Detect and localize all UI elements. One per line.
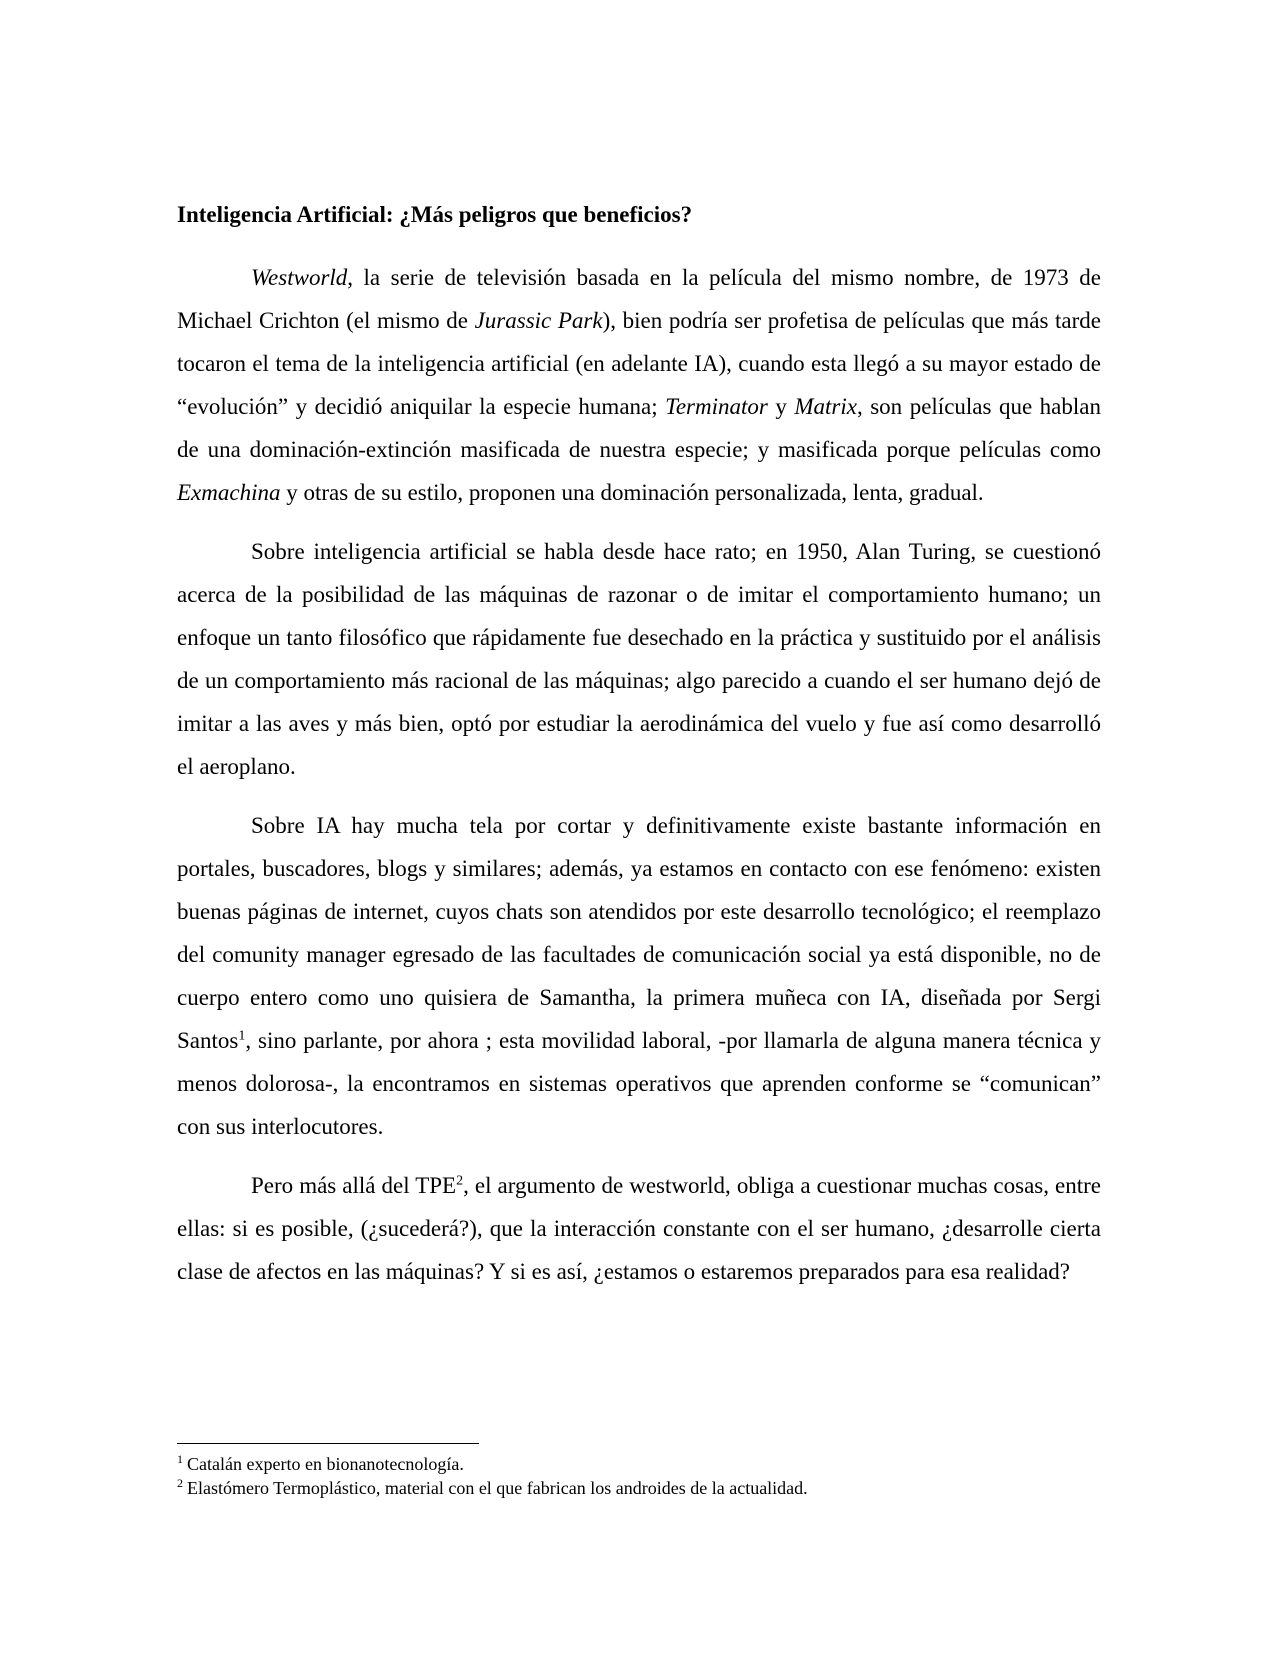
paragraph-3: Sobre IA hay mucha tela por cortar y definitivamente existe bastante información en portales, buscadores, blogs y similares; además, ya estamos en contacto con ese fenómeno: existen buenas páginas de internet, cuyos chats son atendidos por este desarrollo tecnológico; el reemplazo del comunity manager egresado de las facultades de comunicación social ya está disponible, no de cuerpo entero como uno quisiera de Samantha, la primera muñeca con IA, diseñada por Sergi Santos$^1$, sino parlante, por ahora ; esta movilidad laboral, -por llamarla de alguna manera técnica y menos dolorosa-, la encontramos en sistemas operativos que aprenden conforme se “comunican” con sus interlocutores.	[177, 813, 1101, 1139]
footnote-1	[177, 1452, 1101, 1476]
document-title: Inteligencia Artificial: ¿Más peligros que beneficios?	[177, 202, 693, 227]
paragraph-2: Sobre inteligencia artificial se habla desde hace rato; en 1950, Alan Turing, se cuestionó acerca de la posibilidad de las máquinas de razonar o de imitar el comportamiento humano; un enfoque un tanto filosófico que rápidamente fue desechado en la práctica y sustituido por el análisis de un comportamiento más racional de las máquinas; algo parecido a cuando el ser humano dejó de imitar a las aves y más bien, optó por estudiar la aerodinámica del vuelo y fue así como desarrolló el aeroplano.	[177, 539, 1101, 779]
footnote-text: Catalán experto en bionanotecnología.	[187, 1454, 464, 1474]
italic-terminator: Terminator	[665, 394, 768, 419]
paragraph-1: Westworld, la serie de televisión basada en la película del mismo nombre, de 1973 de Michael Crichton (el mismo de Jurassic Park), bien podría ser profetisa de películas que más tarde tocaron el tema de la inteligencia artificial (en adelante IA), cuando esta llegó a su mayor estado de “evolución” y decidió aniquilar la especie humana; Terminator y Matrix, son películas que hablan de una dominación-extinción masificada de nuestra especie; y masificada porque películas como Exmachina y otras de su estilo, proponen una dominación personalizada, lenta, gradual.	[177, 265, 1101, 505]
italic-exmachina: Exmachina	[177, 480, 281, 505]
footnote-ref-2[interactable]: 2	[456, 1173, 464, 1189]
paragraph-4: Pero más allá del TPE$^2$, el argumento de westworld, obliga a cuestionar muchas cosas, entre ellas: si es posible, (¿sucederá?), que la interacción constante con el ser humano, ¿desarrolle cierta clase de afectos en las máquinas? Y si es así, ¿estamos o estaremos preparados para esa realidad?	[177, 1173, 1101, 1284]
footnote-separator	[177, 1443, 479, 1444]
italic-matrix: Matrix	[794, 394, 857, 419]
footnote-text: Elastómero Termoplástico, material con el que fabrican los androides de la actualidad.	[187, 1478, 808, 1498]
italic-westworld: Westworld	[251, 265, 348, 290]
italic-jurassic-park: Jurassic Park	[474, 308, 603, 333]
footnotes	[177, 1443, 1101, 1500]
footnote-ref-1[interactable]: 1	[238, 1028, 246, 1044]
footnote-number: 2	[177, 1476, 183, 1490]
document-body	[177, 200, 1101, 1309]
footnote-number: 1	[177, 1452, 183, 1466]
footnote-2	[177, 1476, 1101, 1500]
